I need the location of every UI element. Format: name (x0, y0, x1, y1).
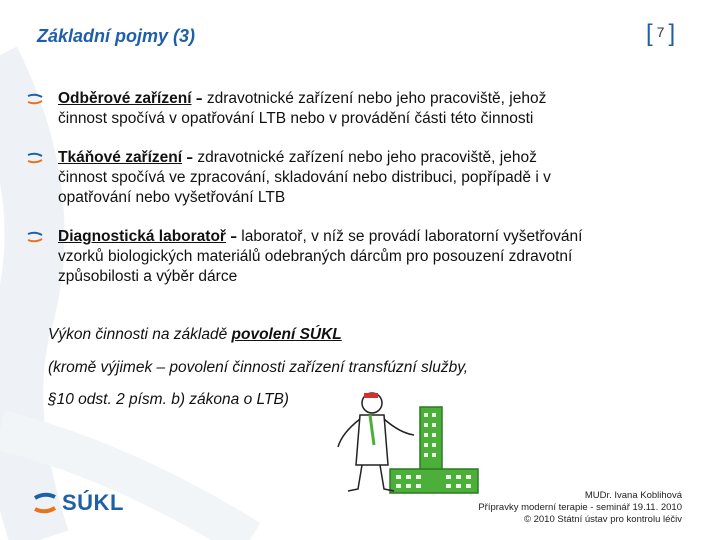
note-line-1: Výkon činnosti na základě povolení SÚKL (48, 326, 342, 343)
doctor-building-clipart (330, 385, 480, 500)
footer-credits (478, 490, 682, 526)
page-number: [ 7 ] (646, 20, 676, 47)
definition-item-1: Odběrové zařízení - zdravotnické zařízení nebo jeho pracoviště, jehož činnost spočívá v opatřování LTB nebo v provádění části této činnosti (58, 85, 547, 127)
bullet-swoosh-icon (27, 93, 43, 105)
term-label: Tkáňové zařízení (58, 149, 183, 166)
definition-text: laboratoř, v níž se provádí laboratorní vyšetřování (241, 228, 583, 245)
page-number-value: 7 (656, 24, 665, 40)
definition-text: způsobilosti a výběr dárce (58, 268, 238, 285)
definition-text: opatřování nebo vyšetřování LTB (58, 189, 286, 206)
definition-text: činnost spočívá v opatřování LTB nebo v provádění části této činnosti (58, 110, 534, 127)
term-label: Odběrové zařízení (58, 90, 192, 107)
sukl-logo (32, 490, 124, 516)
definition-text: činnost spočívá ve zpracování, skladování nebo distribuci, popřípadě i v (58, 169, 551, 186)
definition-text: zdravotnické zařízení nebo jeho pracoviště, jehož (197, 149, 537, 166)
bullet-swoosh-icon (27, 152, 43, 164)
note-line-3: §10 odst. 2 písm. b) zákona o LTB) (48, 391, 289, 408)
footer-copyright: © 2010 Státní ústav pro kontrolu léčiv (523, 514, 682, 525)
bullet-swoosh-icon (27, 231, 43, 243)
sukl-logo-text: SÚKL (62, 490, 124, 515)
definition-text: vzorků biologických materiálů odebraných dárcům pro posouzení zdravotní (58, 248, 573, 265)
definition-item-3: Diagnostická laboratoř - laboratoř, v níž se provádí laboratorní vyšetřování vzorků biologických materiálů odebraných dárcům pro posouzení zdravotní způsobilosti a výběr dárce (58, 223, 583, 285)
term-label: Diagnostická laboratoř (58, 228, 226, 245)
definition-text: zdravotnické zařízení nebo jeho pracoviště, jehož (206, 90, 547, 107)
note-line-2: (kromě výjimek – povolení činnosti zařízení transfúzní služby, (48, 359, 469, 376)
sukl-logo-icon (32, 490, 58, 516)
footer-author: MUDr. Ivana Koblihová (584, 490, 682, 501)
footer-seminar: Přípravky moderní terapie - seminář 19.11. 2010 (478, 502, 682, 513)
definition-item-2: Tkáňové zařízení - zdravotnické zařízení nebo jeho pracoviště, jehož činnost spočívá ve zpracování, skladování nebo distribuci, popřípadě i v opatřování nebo vyšetřování LTB (58, 144, 551, 206)
slide-title: Základní pojmy (3) (37, 26, 196, 46)
povoleni-sukl-link: povolení SÚKL (231, 326, 342, 343)
